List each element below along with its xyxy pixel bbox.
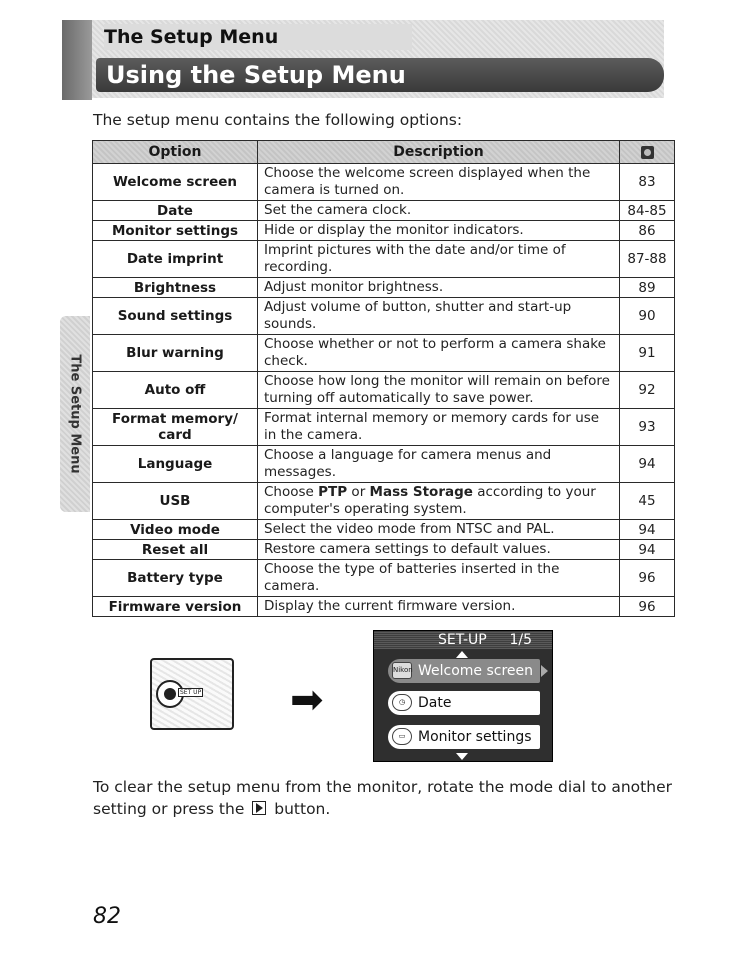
lcd-item-label: Date — [418, 695, 452, 711]
outro-after: button. — [274, 800, 331, 818]
option-cell: Auto off — [93, 372, 258, 409]
option-cell: Format memory/ card — [93, 409, 258, 446]
section-label — [104, 24, 412, 50]
description-cell: Display the current firmware version. — [258, 597, 620, 617]
clock-icon: ◷ — [392, 694, 412, 711]
option-cell: Video mode — [93, 520, 258, 540]
monitor-icon: ▭ — [392, 728, 412, 745]
page-cell: 87-88 — [620, 241, 675, 278]
usb-desc-mass-storage: Mass Storage — [369, 484, 473, 500]
page-cell: 45 — [620, 483, 675, 520]
page-cell: 84-85 — [620, 201, 675, 221]
table-row — [93, 201, 675, 221]
description-cell: Set the camera clock. — [258, 201, 620, 221]
option-cell: Blur warning — [93, 335, 258, 372]
description-cell: Choose whether or not to perform a camera shake check. — [258, 335, 620, 372]
description-cell: Adjust volume of button, shutter and start-up sounds. — [258, 298, 620, 335]
description-cell: Choose how long the monitor will remain on before turning off automatically to save power. — [258, 372, 620, 409]
page-column-header — [620, 141, 675, 164]
table-row — [93, 483, 675, 520]
lcd-title-bar — [374, 631, 552, 649]
page-cell: 90 — [620, 298, 675, 335]
description-cell: Choose the type of batteries inserted in the camera. — [258, 560, 620, 597]
usb-desc-part: according to your computer's operating system. — [264, 484, 596, 517]
playback-button-icon — [252, 801, 266, 815]
description-cell: Choose the welcome screen displayed when the camera is turned on. — [258, 164, 620, 201]
side-tab-label: The Setup Menu — [67, 354, 83, 474]
page-reference-icon — [641, 146, 654, 159]
table-row — [93, 164, 675, 201]
description-cell: Hide or display the monitor indicators. — [258, 221, 620, 241]
page-cell: 94 — [620, 520, 675, 540]
scroll-down-icon — [456, 753, 468, 760]
header-left-tab — [62, 20, 92, 100]
option-cell: Firmware version — [93, 597, 258, 617]
option-cell: Welcome screen — [93, 164, 258, 201]
lcd-item-monitor-settings — [388, 725, 540, 749]
page-cell: 83 — [620, 164, 675, 201]
right-arrow-icon: ➡ — [290, 677, 324, 723]
usb-desc-part: or — [347, 484, 370, 500]
description-cell: Adjust monitor brightness. — [258, 278, 620, 298]
usb-desc-part: Choose — [264, 484, 319, 500]
lcd-item-date — [388, 691, 540, 715]
table-row — [93, 540, 675, 560]
option-column-header: Option — [93, 141, 258, 164]
intro-text: The setup menu contains the following options: — [93, 111, 463, 129]
option-cell: Language — [93, 446, 258, 483]
page-cell: 94 — [620, 540, 675, 560]
option-cell: Battery type — [93, 560, 258, 597]
option-cell: Date imprint — [93, 241, 258, 278]
lcd-item-label: Welcome screen — [418, 663, 534, 679]
table-row — [93, 372, 675, 409]
description-cell: Select the video mode from NTSC and PAL. — [258, 520, 620, 540]
page-cell: 89 — [620, 278, 675, 298]
table-row — [93, 278, 675, 298]
table-row — [93, 446, 675, 483]
option-cell: Monitor settings — [93, 221, 258, 241]
page-cell: 93 — [620, 409, 675, 446]
nikon-icon: Nikon — [392, 662, 412, 679]
table-row — [93, 298, 675, 335]
page-cell: 96 — [620, 560, 675, 597]
description-cell: Choose a language for camera menus and messages. — [258, 446, 620, 483]
option-cell: Reset all — [93, 540, 258, 560]
description-column-header: Description — [258, 141, 620, 164]
lcd-page: 1/5 — [509, 632, 532, 648]
lcd-item-label: Monitor settings — [418, 729, 532, 745]
outro-before: To clear the setup menu from the monitor, rotate the mode dial to another setting or press the — [93, 778, 672, 818]
lcd-setup-menu — [373, 630, 553, 762]
page-cell: 91 — [620, 335, 675, 372]
table-row — [93, 335, 675, 372]
table-header-row — [93, 141, 675, 164]
page-cell: 96 — [620, 597, 675, 617]
dial-setup-label: SET UP — [180, 689, 202, 696]
scroll-up-icon — [456, 651, 468, 658]
page-number: 82 — [93, 904, 121, 929]
table-row — [93, 560, 675, 597]
page-title: Using the Setup Menu — [96, 58, 664, 92]
table-row — [93, 221, 675, 241]
section-label-text: The Setup Menu — [104, 26, 279, 48]
page-cell: 92 — [620, 372, 675, 409]
lcd-title: SET-UP — [438, 632, 487, 648]
page-cell: 86 — [620, 221, 675, 241]
table-row — [93, 520, 675, 540]
page-cell: 94 — [620, 446, 675, 483]
description-cell: Imprint pictures with the date and/or time of recording. — [258, 241, 620, 278]
outro-text — [93, 776, 693, 820]
description-cell: Restore camera settings to default values. — [258, 540, 620, 560]
description-cell — [258, 483, 620, 520]
lcd-item-welcome-screen — [388, 659, 540, 683]
option-cell: USB — [93, 483, 258, 520]
table-row — [93, 409, 675, 446]
option-cell: Date — [93, 201, 258, 221]
description-cell: Format internal memory or memory cards for use in the camera. — [258, 409, 620, 446]
table-row — [93, 597, 675, 617]
usb-desc-ptp: PTP — [318, 484, 348, 500]
options-table — [92, 140, 675, 617]
table-row — [93, 241, 675, 278]
option-cell: Brightness — [93, 278, 258, 298]
option-cell: Sound settings — [93, 298, 258, 335]
